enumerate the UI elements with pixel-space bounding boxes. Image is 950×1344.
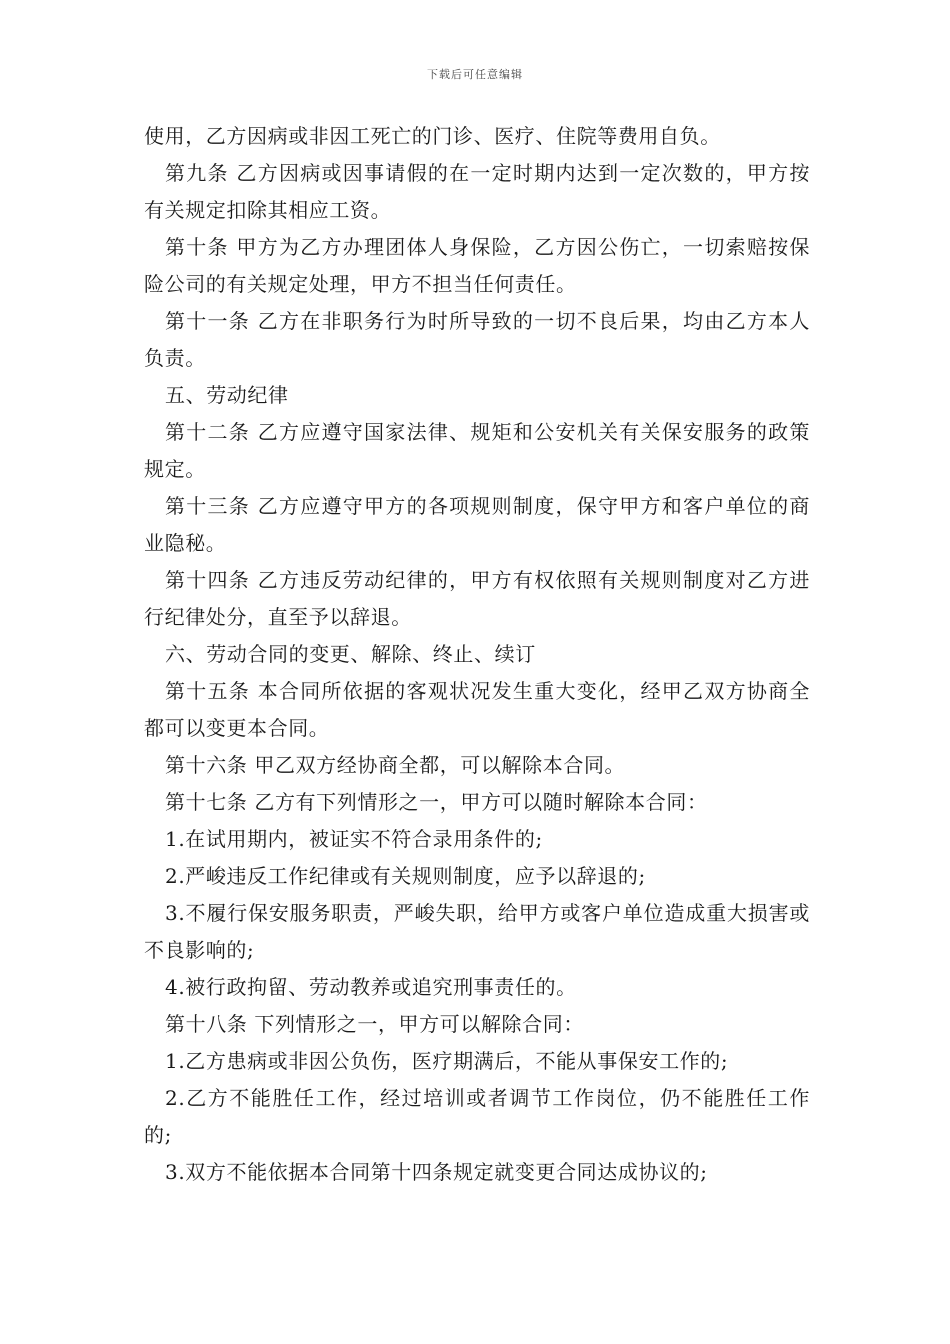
list-item: 2.乙方不能胜任工作，经过培训或者调节工作岗位，仍不能胜任工作的; <box>144 1086 810 1147</box>
paragraph: 第十七条 乙方有下列情形之一，甲方可以随时解除本合同： <box>165 790 708 814</box>
paragraph: 第十六条 甲乙双方经协商全都，可以解除本合同。 <box>165 753 626 777</box>
paragraph: 使用，乙方因病或非因工死亡的门诊、医疗、住院等费用自负。 <box>144 124 721 148</box>
section-heading: 五、劳动纪律 <box>165 383 289 407</box>
paragraph: 第十三条 乙方应遵守甲方的各项规则制度，保守甲方和客户单位的商业隐秘。 <box>144 494 810 555</box>
section-heading: 六、劳动合同的变更、解除、终止、续订 <box>165 642 536 666</box>
list-item: 3.不履行保安服务职责，严峻失职，给甲方或客户单位造成重大损害或不良影响的; <box>144 901 810 962</box>
contract-body <box>144 118 810 1191</box>
paragraph: 第十四条 乙方违反劳动纪律的，甲方有权依照有关规则制度对乙方进行纪律处分，直至予以辞退。 <box>144 568 810 629</box>
page-header-note: 下载后可任意编辑 <box>427 68 523 81</box>
paragraph: 第十八条 下列情形之一，甲方可以解除合同： <box>165 1012 584 1036</box>
paragraph: 第十一条 乙方在非职务行为时所导致的一切不良后果，均由乙方本人负责。 <box>144 309 810 370</box>
paragraph: 第十条 甲方为乙方办理团体人身保险，乙方因公伤亡，一切索赔按保险公司的有关规定处理，甲方不担当任何责任。 <box>144 235 810 296</box>
paragraph: 第十五条 本合同所依据的客观状况发生重大变化，经甲乙双方协商全都可以变更本合同。 <box>144 679 810 740</box>
list-item: 4.被行政拘留、劳动教养或追究刑事责任的。 <box>165 975 577 999</box>
list-item: 2.严峻违反工作纪律或有关规则制度，应予以辞退的; <box>165 864 646 888</box>
list-item: 1.在试用期内，被证实不符合录用条件的; <box>165 827 543 851</box>
paragraph: 第十二条 乙方应遵守国家法律、规矩和公安机关有关保安服务的政策规定。 <box>144 420 810 481</box>
paragraph: 第九条 乙方因病或因事请假的在一定时期内达到一定次数的，甲方按有关规定扣除其相应工资。 <box>144 161 810 222</box>
list-item: 3.双方不能依据本合同第十四条规定就变更合同达成协议的; <box>165 1160 708 1184</box>
list-item: 1.乙方患病或非因公负伤，医疗期满后，不能从事保安工作的; <box>165 1049 729 1073</box>
